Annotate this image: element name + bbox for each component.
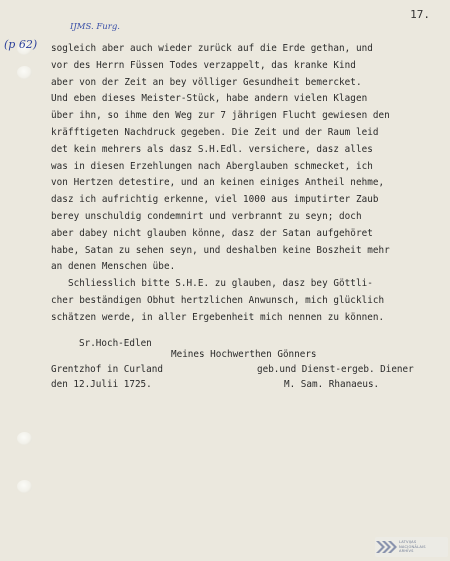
margin-reference: (p 62) <box>4 38 38 51</box>
archive-logo-line: LATVIJAS <box>399 540 417 545</box>
body-line: über ihn, so ihme den Weg zur 7 jährigen Flucht gewiesen den <box>51 110 390 122</box>
archive-logo-line: NACIONĀLAIS <box>399 544 426 549</box>
body-line: berey unschuldig condemnirt und verbrannt zu seyn; doch <box>51 210 362 222</box>
page-number: 17. <box>410 8 430 21</box>
archive-logo <box>375 537 448 557</box>
body-line: Schliesslich bitte S.H.E. zu glauben, dasz bey Göttli- <box>51 278 373 290</box>
body-line: aber dabey nicht glauben könne, dasz der Satan aufgehöret <box>51 227 373 239</box>
body-line: an denen Menschen übe. <box>51 261 176 273</box>
body-line: sogleich aber auch wieder zurück auf die Erde gethan, und <box>51 43 373 54</box>
archive-logo-line: ARHĪVS <box>399 549 414 554</box>
punch-hole-lower <box>17 432 32 445</box>
archive-logo-icon <box>375 539 397 555</box>
punch-hole-bottom <box>17 480 32 493</box>
punch-hole-upper <box>17 66 32 79</box>
body-line: was in diesen Erzehlungen nach Aberglauben schmecket, ich <box>51 160 373 172</box>
closing-line: Meines Hochwerthen Gönners <box>171 349 317 360</box>
body-line: vor des Herrn Füssen Todes verzappelt, das kranke Kind <box>51 59 356 71</box>
body-line: cher beständigen Obhut hertzlichen Anwunsch, mich glücklich <box>51 294 385 306</box>
archive-logo-text <box>399 540 426 554</box>
salutation: Sr.Hoch-Edlen <box>79 338 152 349</box>
handwritten-note: IJMS. Furg. <box>70 22 120 32</box>
body-line: det kein mehrers als dasz S.H.Edl. versichere, dasz alles <box>51 143 373 155</box>
body-line: Und eben dieses Meister-Stück, habe andern vielen Klagen <box>51 93 368 105</box>
signature-name: M. Sam. Rhanaeus. <box>284 379 380 390</box>
body-line: kräfftigeten Nachdruck gegeben. Die Zeit und der Raum leid <box>51 126 379 138</box>
body-line: habe, Satan zu sehen seyn, und deshalben keine Boszheit mehr <box>51 244 390 256</box>
body-line: schätzen werde, in aller Ergebenheit mich nennen zu können. <box>51 311 385 323</box>
body-line: aber von der Zeit an bey völliger Gesundheit bemercket. <box>51 76 362 88</box>
body-line: von Hertzen detestire, und an keinen einiges Antheil nehme, <box>51 177 385 189</box>
signature-role: geb.und Dienst-ergeb. Diener <box>257 364 414 375</box>
place: Grentzhof in Curland <box>51 364 163 375</box>
letter-body <box>51 41 446 327</box>
body-line: dasz ich aufrichtig erkenne, viel 1000 aus imputirter Zaub <box>51 194 379 206</box>
date: den 12.Julii 1725. <box>51 379 152 390</box>
